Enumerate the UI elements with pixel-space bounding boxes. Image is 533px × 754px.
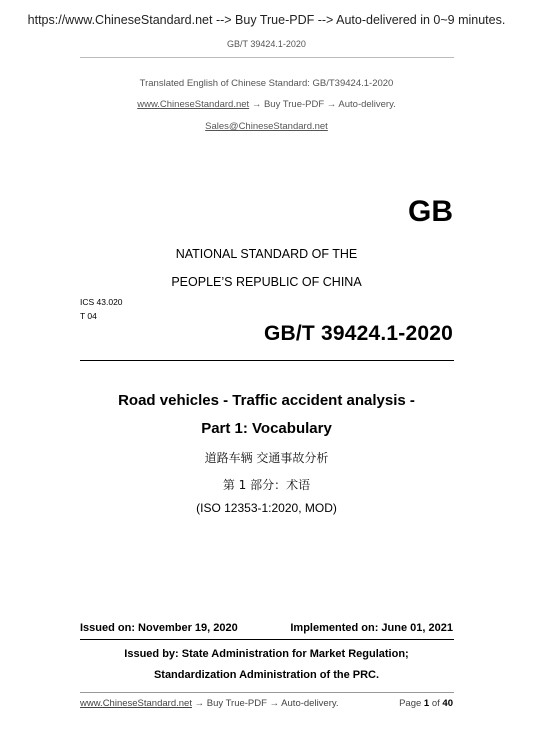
issuer-line2: Standardization Administration of the PRC. [153,669,380,681]
header-standard-code: GB/T 39424.1-2020 [227,39,306,49]
issued-date: Issued on: November 19, 2020 [80,622,238,634]
title-cn-line2: 第 1 部分：术语 [222,478,311,492]
page-label: Page [399,698,422,709]
iso-reference: (ISO 12353-1:2020, MOD) [196,501,337,515]
standard-code: GB/T 39424.1-2020 [263,322,453,345]
translation-note: Translated English of Chinese Standard: GB/T39424.1-2020 [139,78,394,89]
ics-code: ICS 43.020 [80,297,123,307]
header-divider [80,57,454,58]
page-indicator [399,698,453,709]
footer-chinesestandard-link[interactable]: www.ChineseStandard.net [80,698,192,709]
footer-divider [80,692,454,693]
of-label: of [431,698,440,709]
sales-email-link[interactable]: Sales@ChineseStandard.net [205,121,328,132]
dates-divider [80,639,454,640]
footer-links-text: → Buy True-PDF → Auto-delivery. [191,698,339,709]
gb-logo: GB [408,195,453,228]
issuer-line1: Issued by: State Administration for Market Regulation; [124,648,409,660]
t-code: T 04 [80,311,97,321]
translation-links [0,99,533,110]
implemented-date: Implemented on: June 01, 2021 [290,622,453,634]
national-standard-line1: NATIONAL STANDARD OF THE [175,247,358,261]
title-en-line2: Part 1: Vocabulary [201,420,332,437]
code-divider [80,360,454,361]
page-number: 1 [423,698,430,709]
sales-email-row [0,121,533,132]
translation-links-text: → Buy True-PDF → Auto-delivery. [249,99,396,110]
footer-links [80,698,339,709]
title-cn-line1: 道路车辆 交通事故分析 [204,451,329,465]
title-en-line1: Road vehicles - Traffic accident analysis - [118,392,415,409]
download-banner: https://www.ChineseStandard.net --> Buy True-PDF --> Auto-delivered in 0~9 minutes. [27,13,506,27]
national-standard-line2: PEOPLE’S REPUBLIC OF CHINA [171,275,362,289]
page-total: 40 [442,698,453,709]
chinesestandard-link[interactable]: www.ChineseStandard.net [137,99,250,110]
